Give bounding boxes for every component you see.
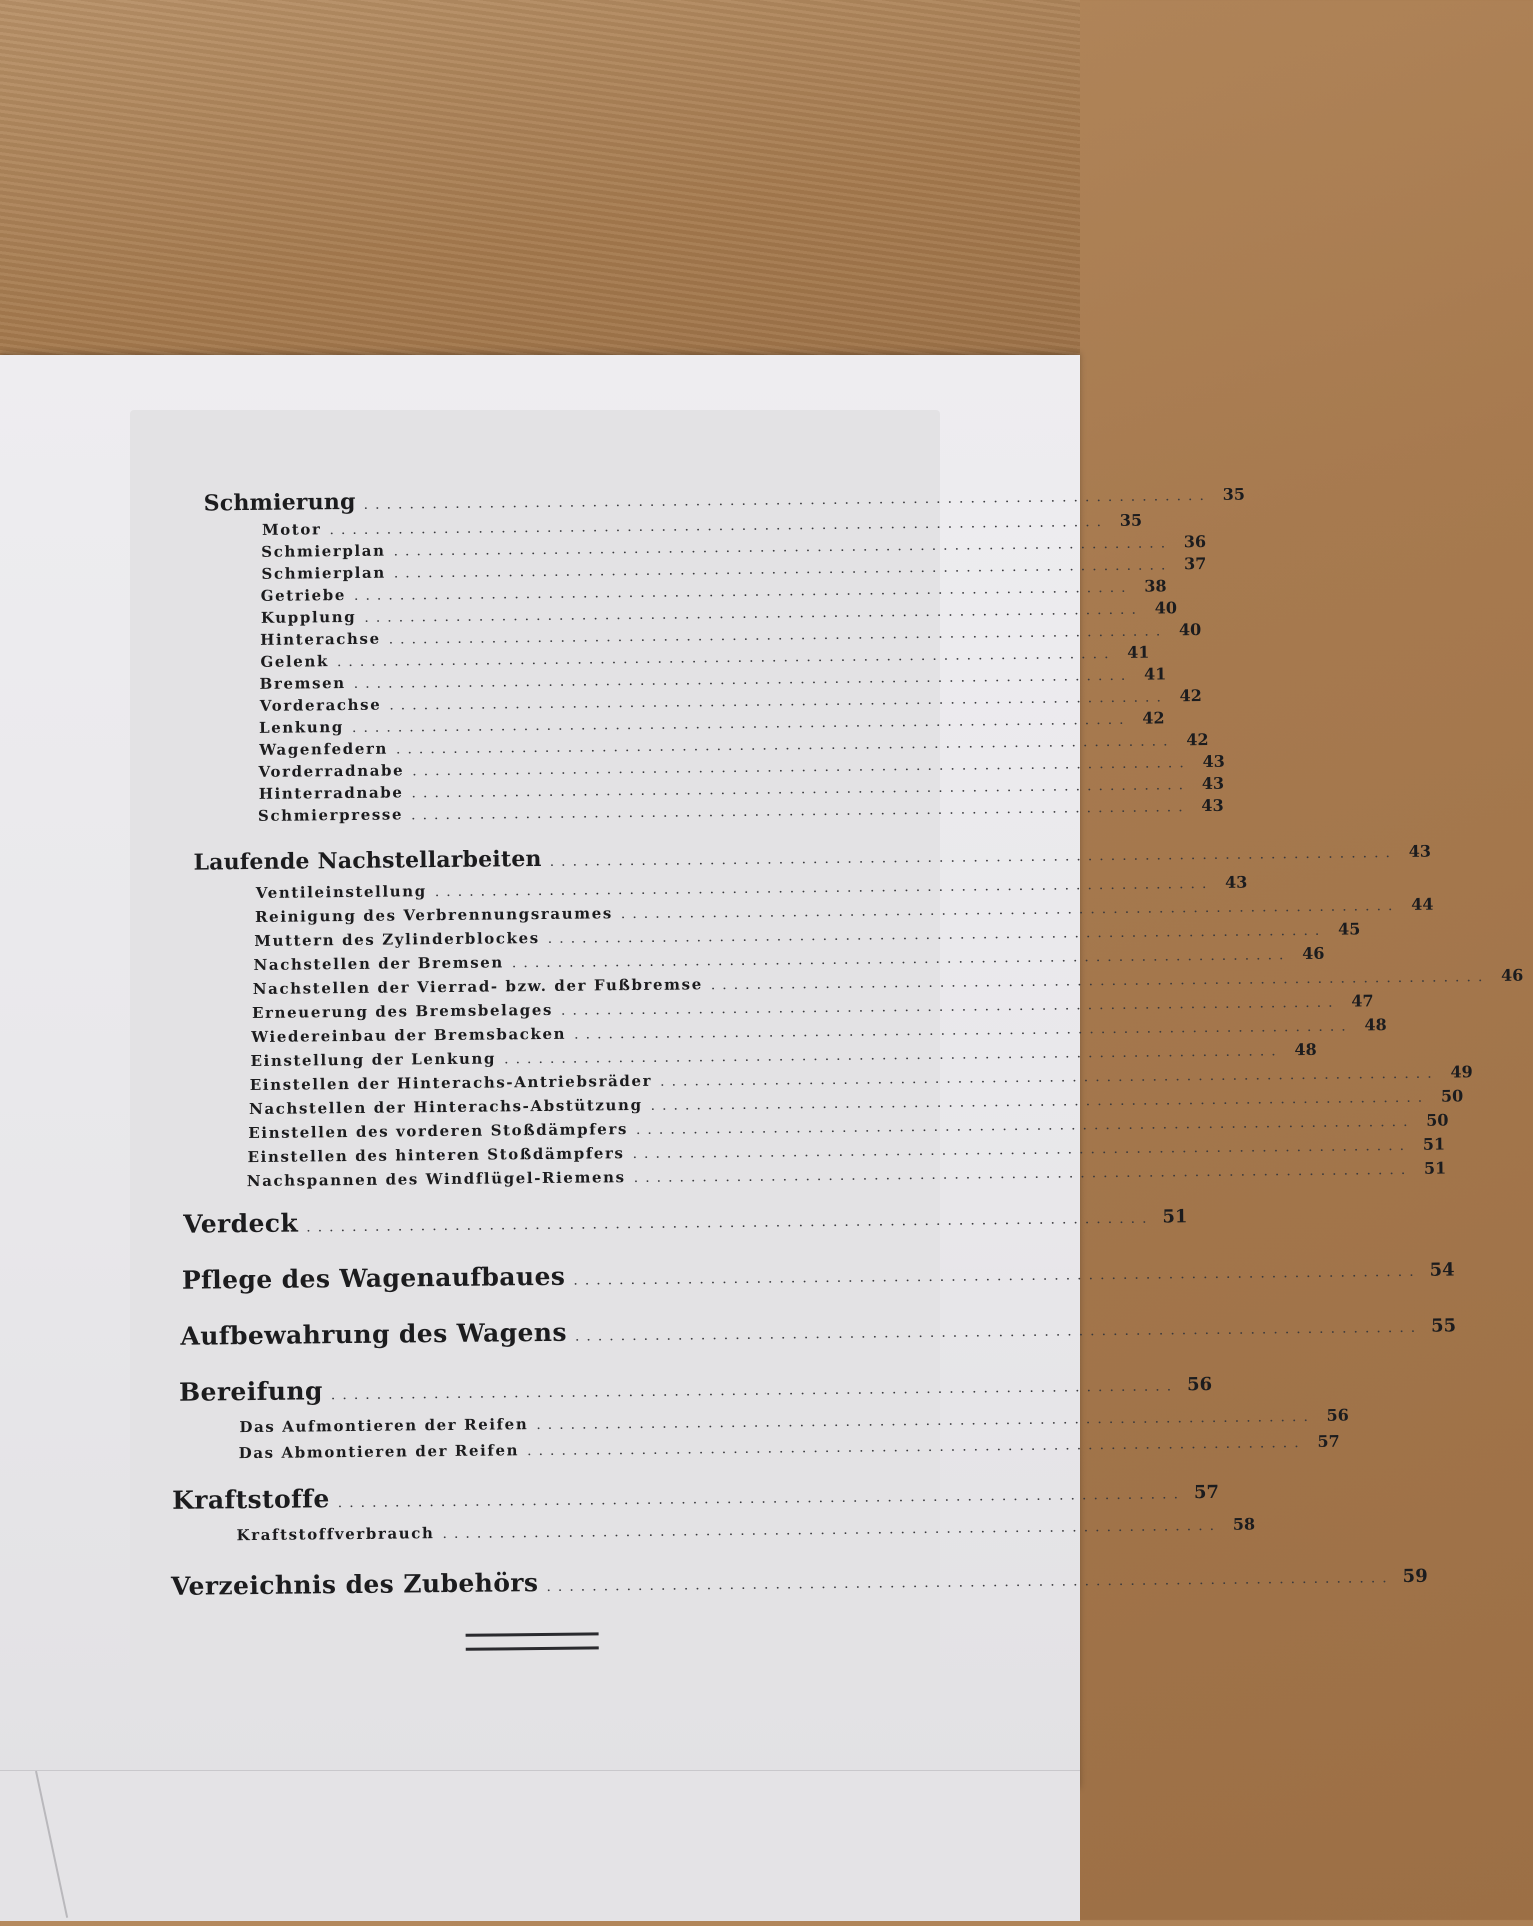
toc-entry [247, 1134, 1446, 1167]
page-number: 46 [1500, 965, 1524, 985]
section-label: Aufbewahrung des Wagens [180, 1317, 568, 1351]
page-number: 54 [1429, 1259, 1455, 1281]
page-number: 43 [1201, 795, 1224, 816]
leader-dots: .................................................................... [560, 994, 1340, 1019]
toc-entry [260, 642, 1150, 671]
leader-dots: .................................................................... [434, 875, 1214, 901]
toc-section-bereifung [178, 1370, 1213, 1407]
leader-dots: .................................................................... [395, 733, 1175, 758]
page-number: 38 [1144, 576, 1167, 596]
page-number: 56 [1326, 1405, 1349, 1425]
toc-entry [249, 1062, 1473, 1095]
toc-entry [261, 510, 1143, 539]
page-number: 41 [1143, 664, 1167, 684]
leader-dots: .................................................................... [388, 623, 1168, 648]
toc-entry [257, 795, 1224, 825]
entry-label: Kupplung [260, 607, 357, 627]
toc-entry [260, 576, 1167, 605]
section-label: Laufende Nachstellarbeiten [193, 845, 542, 876]
leader-dots: .................................................................... [632, 1137, 1412, 1163]
double-rule-ornament [466, 1632, 599, 1650]
section-label: Kraftstoffe [172, 1484, 330, 1515]
page-number: 48 [1364, 1015, 1387, 1035]
leader-dots: .......................................................................... [363, 487, 1211, 513]
page-number: 44 [1411, 894, 1434, 914]
toc-entry [260, 620, 1202, 649]
toc-entry [236, 1514, 1256, 1545]
section-label: Verdeck [183, 1208, 299, 1239]
entry-label: Wiedereinbau der Bremsbacken [251, 1024, 567, 1047]
entry-label: Das Abmontieren der Reifen [238, 1441, 520, 1463]
entry-label: Einstellen der Hinterachs-Antriebsräder [249, 1071, 653, 1095]
page-number: 35 [1222, 484, 1245, 504]
section-label: Verzeichnis des Zubehörs [170, 1568, 539, 1601]
page-number: 57 [1193, 1481, 1220, 1504]
toc-section-kraftstoffe [172, 1478, 1220, 1515]
entry-label: Getriebe [260, 586, 347, 605]
toc-entry [259, 664, 1167, 693]
leader-dots: .................................................................... [410, 799, 1190, 824]
page-number: 51 [1423, 1158, 1447, 1178]
page-number: 43 [1201, 773, 1225, 794]
entry-label: Das Aufmontieren der Reifen [239, 1415, 529, 1437]
toc-entry [246, 1158, 1447, 1191]
leader-dots: .................................................................... [710, 969, 1490, 994]
page-number: 55 [1430, 1315, 1457, 1337]
page-number: 43 [1202, 751, 1225, 772]
leader-dots: .......................................................................... [306, 1210, 1154, 1236]
page-number: 40 [1154, 598, 1177, 618]
toc-section-schmierung [203, 484, 1245, 517]
entry-label: Muttern des Zylinderblockes [254, 928, 540, 950]
entry-label: Erneuerung des Bremsbelages [251, 1000, 554, 1023]
page-number: 59 [1402, 1565, 1428, 1587]
toc-entry [254, 894, 1434, 926]
leader-dots: .................................................................... [620, 897, 1400, 923]
section-label: Pflege des Wagenaufbaues [181, 1261, 566, 1295]
toc-entry [251, 1015, 1387, 1047]
leader-dots: .......................................................................... [574, 1319, 1423, 1345]
toc-section-zubehoer [170, 1564, 1428, 1601]
page-number: 36 [1183, 531, 1207, 552]
page-number: 50 [1426, 1110, 1449, 1130]
leader-dots: .................................................................... [412, 755, 1191, 780]
toc-section-verdeck [183, 1202, 1188, 1239]
toc-entry [248, 1086, 1464, 1119]
page-number: 42 [1142, 708, 1165, 728]
entry-label: Nachspannen des Windflügel-Riemens [246, 1168, 626, 1191]
entry-label: Bremsen [259, 674, 346, 693]
page-number: 51 [1422, 1134, 1446, 1154]
leader-dots: .................................................................... [527, 1435, 1306, 1460]
page-number: 41 [1127, 642, 1150, 662]
leader-dots: .................................................................... [536, 1408, 1315, 1434]
leader-dots: .................................................................... [511, 947, 1291, 972]
entry-label: Nachstellen der Bremsen [253, 953, 504, 974]
toc-entry [258, 751, 1225, 781]
entry-label: Kraftstoffverbrauch [236, 1524, 435, 1545]
toc-section-aufbewahrung [180, 1314, 1457, 1351]
leader-dots: .................................................................... [504, 1043, 1283, 1068]
leader-dots: .................................................................... [442, 1517, 1222, 1543]
entry-label: Vorderachse [259, 695, 382, 715]
leader-dots: .................................................................... [336, 645, 1116, 671]
entry-label: Nachstellen der Vierrad- bzw. der Fußbremse [252, 975, 703, 999]
leader-dots: .................................................................... [393, 557, 1173, 582]
page-number: 42 [1179, 686, 1202, 706]
toc-section-nachstellarbeiten [193, 841, 1432, 876]
entry-label: Reinigung des Verbrennungsraumes [254, 904, 613, 926]
leader-dots: .................................................................... [633, 1161, 1413, 1187]
entry-label: Gelenk [260, 652, 329, 671]
toc-entry [259, 729, 1209, 759]
page-number: 40 [1178, 620, 1202, 640]
entry-label: Vorderradnabe [258, 761, 405, 781]
page-number: 57 [1317, 1431, 1340, 1451]
toc-entry [250, 1039, 1317, 1071]
toc-entry [261, 531, 1207, 561]
entry-label: Schmierpresse [257, 805, 404, 825]
toc-entry [248, 1110, 1449, 1143]
leader-dots: .................................................................... [351, 711, 1131, 736]
toc-entry [258, 708, 1165, 737]
leader-dots: .................................................................... [574, 1018, 1353, 1043]
toc-entry [260, 598, 1177, 627]
page-number: 51 [1162, 1206, 1188, 1228]
entry-label: Einstellung der Lenkung [250, 1049, 497, 1071]
leader-dots: .................................................................... [364, 601, 1143, 626]
entry-label: Wagenfedern [259, 739, 389, 759]
page-number: 42 [1186, 729, 1209, 750]
leader-dots: .......................................................................... [330, 1378, 1179, 1404]
leader-dots: .................................................................... [650, 1089, 1430, 1114]
toc-entry [238, 1431, 1340, 1463]
page-number: 58 [1232, 1514, 1256, 1534]
toc-entry [255, 872, 1248, 902]
leader-dots: .......................................................................... [549, 845, 1398, 870]
toc-entry [239, 1405, 1349, 1437]
leader-dots: .......................................................................... [337, 1486, 1186, 1512]
toc-entry [251, 991, 1374, 1023]
toc-entry [253, 943, 1325, 974]
entry-label: Motor [261, 520, 322, 539]
toc-entry [261, 553, 1207, 583]
page-number: 47 [1351, 991, 1374, 1011]
page-number: 43 [1408, 841, 1432, 861]
page-number: 37 [1183, 553, 1207, 574]
entry-label: Ventileinstellung [255, 882, 427, 902]
leader-dots: .................................................................... [635, 1113, 1415, 1138]
leader-dots: .................................................................... [411, 777, 1191, 802]
page-number: 35 [1119, 510, 1143, 530]
page-number: 48 [1294, 1039, 1317, 1060]
entry-label: Lenkung [258, 718, 345, 737]
leader-dots: .................................................................... [389, 689, 1168, 714]
entry-label: Einstellen des vorderen Stoßdämpfers [248, 1120, 629, 1143]
leader-dots: .................................................................... [353, 579, 1133, 604]
entry-label: Nachstellen der Hinterachs-Abstützung [248, 1095, 643, 1119]
leader-dots: .................................................................... [329, 514, 1109, 539]
toc-entry [254, 919, 1361, 950]
section-label: Bereifung [178, 1376, 323, 1407]
leader-dots: .................................................................... [659, 1065, 1439, 1090]
entry-label: Hinterradnabe [258, 783, 404, 803]
page-number: 46 [1302, 943, 1325, 964]
entry-label: Hinterachse [260, 629, 381, 649]
entry-label: Einstellen des hinteren Stoßdämpfers [247, 1144, 625, 1167]
page-number: 56 [1186, 1373, 1213, 1396]
leader-dots: .......................................................................... [573, 1263, 1421, 1289]
leader-dots: .................................................................... [393, 535, 1173, 560]
entry-label: Schmierplan [261, 563, 386, 583]
toc-entry [258, 773, 1225, 803]
toc-entry [259, 686, 1202, 715]
page-number: 50 [1440, 1086, 1464, 1106]
toc-entry [252, 965, 1524, 999]
leader-dots: .................................................................... [353, 667, 1133, 692]
page-number: 49 [1450, 1062, 1473, 1082]
leader-dots: .................................................................... [547, 922, 1327, 947]
section-label: Schmierung [203, 488, 356, 517]
leader-dots: .......................................................................... [546, 1570, 1394, 1595]
page-number: 43 [1225, 872, 1248, 892]
entry-label: Schmierplan [261, 541, 386, 561]
page-number: 45 [1337, 919, 1361, 939]
toc-section-pflege [181, 1258, 1455, 1295]
